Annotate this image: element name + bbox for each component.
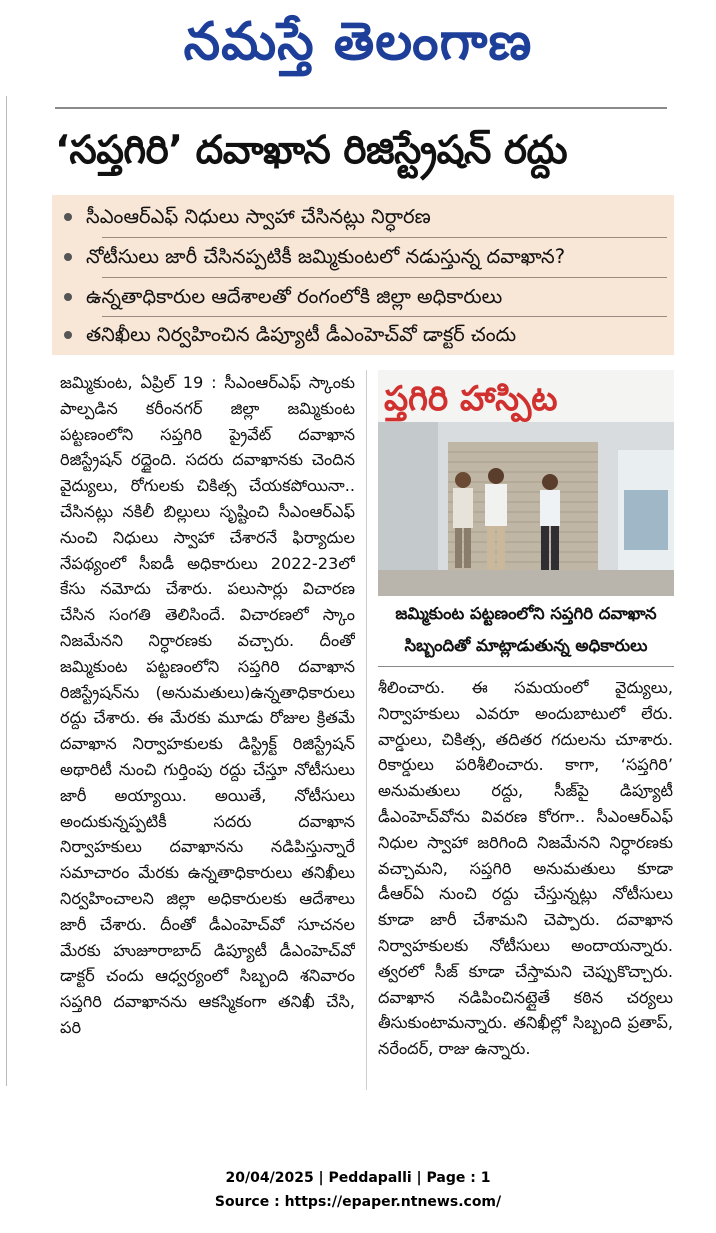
bullet-dot-icon: [64, 213, 72, 221]
footer-date-edition: 20/04/2025 | Peddapalli | Page : 1: [225, 1170, 491, 1186]
footer-source: Source : https://epaper.ntnews.com/: [214, 1194, 502, 1210]
masthead: [0, 6, 716, 78]
highlight-text: నోటీసులు జారీ చేసినప్పటికీ జమ్మికుంటలో నడుస్తున్న దవాఖాన?: [86, 245, 566, 268]
masthead-title: నమస్తే తెలంగాణ: [183, 12, 533, 72]
highlights-box: [52, 195, 674, 355]
photo-caption: జమ్మికుంట పట్టణంలోని సప్తగిరి దవాఖాన సిబ్బందితో మాట్లాడుతున్న అధికారులు: [378, 598, 674, 667]
article-photo: [378, 370, 674, 596]
highlight-item: [52, 315, 674, 355]
article-body-left: జమ్మికుంట, ఏప్రిల్ 19 : సీఎంఆర్ఎఫ్ స్కాంకు పాల్పడిన కరీంనగర్ జిల్లా జమ్మికుంట పట్టణంలోని సప్తగిరి ప్రైవేట్ దవాఖాన రిజిస్ట్రేషన్ రద్దైంది. సదరు దవాఖానకు చెందిన వైద్యులు, రోగులకు చికిత్స చేయకపోయినా.. చేసినట్లు నకిలీ బిల్లులు సృష్టించి సీఎంఆర్ఎఫ్ నుంచి నిధులు స్వాహా చేశారనే ఫిర్యాదుల నేపథ్యంలో సీఐడీ అధికారులు 2022-23లో కేసు నమోదు చేశారు. పలుసార్లు విచారణ చేసిన సంగతి తెలిసిందే. విచారణలో స్కాం నిజమేనని నిర్ధారణకు వచ్చారు. దీంతో జమ్మికుంట పట్టణంలోని సప్తగిరి దవాఖాన రిజిస్ట్రేషన్‌ను (అనుమతులు)ఉన్నతాధికారులు రద్దు చేశారు. ఈ మేరకు మూడు రోజుల క్రితమే దవాఖాన నిర్వాహకులకు డిస్ట్రిక్ట్ రిజిస్ట్రేషన్ అథారిటీ నుంచి గుర్తింపు రద్దు చేస్తూ నోటీసులు జారీ అయ్యాయి. అయితే, నోటీసులు అందుకున్నప్పటికీ సదరు దవాఖాన నిర్వాహకులు దవాఖానను నడిపిస్తున్నారే సమాచారం మేరకు ఉన్నతాధికారులు తనిఖీలు నిర్వహించాలని జిల్లా అధికారులకు ఆదేశాలు జారీ చేశారు. దీంతో డీఎంహెచ్‌వో సూచనల మేరకు హుజూరాబాద్ డిప్యూటీ డీఎంహెచ్‌వో డాక్టర్ చందు ఆధ్వర్యంలో సిబ్బంది శనివారం సప్తగిరి దవాఖానను ఆకస్మికంగా తనిఖీ చేసి, పరి: [60, 373, 355, 1037]
page-edge-line: [6, 96, 7, 1086]
highlight-text: సీఎంఆర్ఎఫ్ నిధులు స్వాహా చేసినట్లు నిర్ధారణ: [86, 205, 431, 228]
column-divider: [366, 370, 367, 1090]
hospital-storefront-photo: [378, 370, 674, 596]
sign-text: ప్తగిరి హాస్పిట: [384, 379, 558, 419]
bullet-dot-icon: [64, 253, 72, 261]
highlight-text: ఉన్నతాధికారుల ఆదేశాలతో రంగంలోకి జిల్లా అధికారులు: [86, 285, 503, 308]
bullet-dot-icon: [64, 331, 72, 339]
top-rule: [55, 107, 667, 109]
highlight-text: తనిఖీలు నిర్వహించిన డిప్యూటీ డీఎంహెచ్‌వో డాక్టర్ చందు: [86, 323, 517, 346]
highlight-item: [52, 197, 674, 237]
bullet-dot-icon: [64, 293, 72, 301]
article-headline: ‘సప్తగిరి’ దవాఖాన రిజిస్ట్రేషన్ రద్దు: [55, 128, 568, 173]
article-body-right: శీలించారు. ఈ సమయంలో వైద్యులు, నిర్వాహకులు ఎవరూ అందుబాటులో లేరు. వార్డులు, చికిత్స, తదితర గదులను చూశారు. రికార్డులు పరిశీలించారు. కాగా, ‘సప్తగిరి’ అనుమతులు రద్దు, సీజ్‌పై డిప్యూటీ డీఎంహెచ్‌వోను వివరణ కోరగా.. సీఎంఆర్ఎఫ్ నిధుల స్వాహా జరిగింది నిజమేనని నిర్ధారణకు వచ్చామని, సప్తగిరి అనుమతులు కూడా డీఆర్‌ఏ నుంచి రద్దు చేస్తున్నట్లు నోటీసులు కూడా జారీ చేశామని చెప్పారు. దవాఖాన నిర్వాహకులకు నోటీసులు అందాయన్నారు. త్వరలో సీజ్ కూడా చేస్తామని చెప్పుకొచ్చారు. దవాఖాన నడిపించినట్లైతే కఠిన చర్యలు తీసుకుంటామన్నారు. తనిఖీల్లో సిబ్బంది ప్రతాప్, నరేందర్, రాజు ఉన్నారు.: [378, 678, 673, 1059]
highlight-item: [52, 277, 674, 317]
highlight-item: [52, 237, 674, 277]
